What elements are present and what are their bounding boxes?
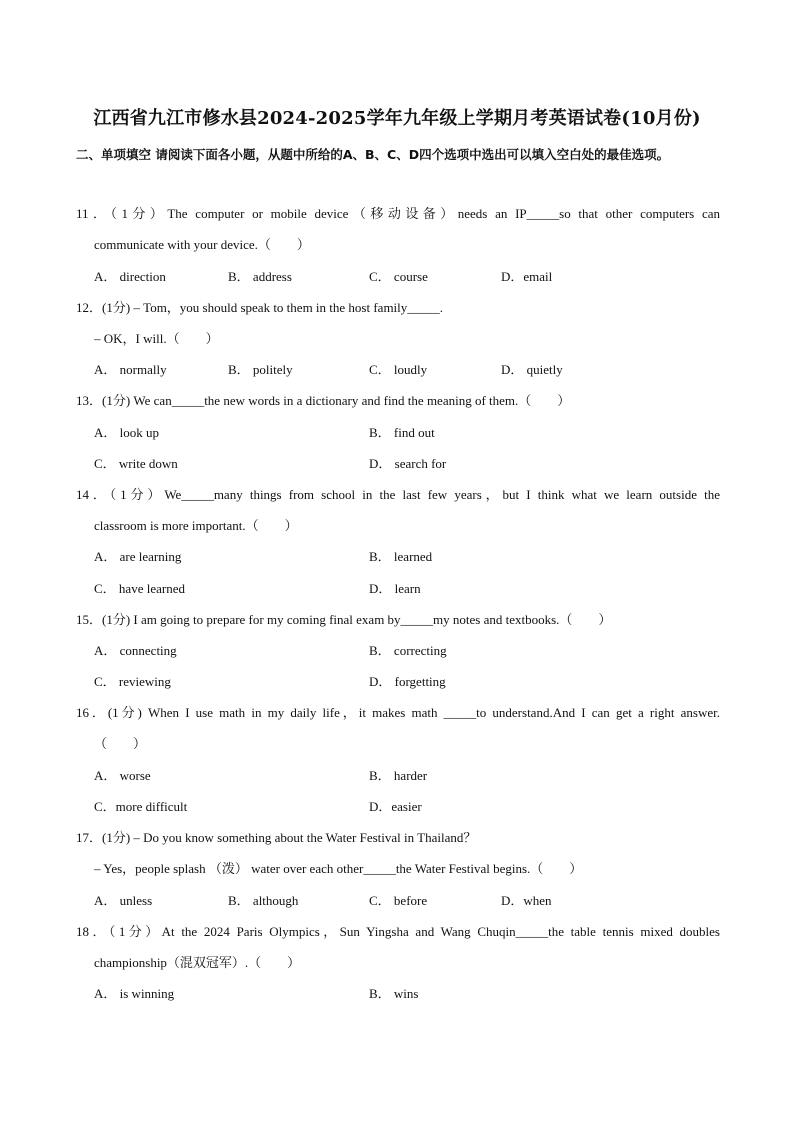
question-12-option-d: D． quietly (501, 362, 563, 377)
question-17-option-c: C． before (369, 893, 428, 908)
question-11-option-a: A． direction (94, 269, 166, 284)
question-16-option-c: C．more difficult (94, 799, 188, 814)
question-13-option-c: C． write down (94, 456, 178, 471)
question-17-stem-cont: – Yes，people splash （泼） water over each other_____the Water Festival begins.（ ） (94, 861, 583, 876)
question-14-option-a: A． are learning (94, 549, 182, 564)
question-11-option-c: C． course (369, 269, 428, 284)
question-16-stem-cont: （ ） (94, 736, 147, 751)
question-13-option-b: B． find out (369, 425, 435, 440)
question-18-stem-cont: championship（混双冠军）.（ ） (94, 955, 301, 970)
question-17-option-a: A． unless (94, 893, 153, 908)
question-11-stem: 11．（1分）The computer or mobile device（移动设备）needs an IP_____so that other computers can (76, 206, 720, 221)
question-17-option-d: D．when (501, 893, 552, 908)
question-16-option-b: B． harder (369, 768, 428, 783)
question-12-stem-cont: – OK，I will.（ ） (94, 331, 219, 346)
exam-title: 江西省九江市修水县2024-2025学年九年级上学期月考英语试卷(10月份) (93, 108, 701, 129)
question-14-option-d: D． learn (369, 581, 421, 596)
question-12-option-c: C． loudly (369, 362, 428, 377)
question-17-option-b: B． although (228, 893, 299, 908)
question-14-option-b: B． learned (369, 549, 433, 564)
question-11-option-d: D．email (501, 269, 553, 284)
question-14-stem: 14．（1分）We_____many things from school in the last few years，but I think what we learn outside the (76, 487, 720, 502)
question-11-option-b: B． address (228, 269, 292, 284)
question-11-stem-cont: communicate with your device.（ ） (94, 237, 310, 252)
question-18-option-b: B． wins (369, 986, 419, 1001)
question-18-option-a: A． is winning (94, 986, 175, 1001)
question-14-stem-cont: classroom is more important.（ ） (94, 518, 298, 533)
question-16-option-d: D．easier (369, 799, 422, 814)
question-13-option-a: A． look up (94, 425, 160, 440)
question-12-stem: 12．(1分) – Tom，you should speak to them in the host family_____. (76, 300, 444, 315)
question-13-option-d: D． search for (369, 456, 447, 471)
question-12-option-b: B． politely (228, 362, 293, 377)
question-18-stem: 18．（1分）At the 2024 Paris Olympics，Sun Yingsha and Wang Chuqin_____the table tennis mixed doubles (76, 924, 720, 939)
question-17-stem: 17．(1分) – Do you know something about the Water Festival in Thailand？ (76, 830, 477, 845)
question-15-option-d: D． forgetting (369, 674, 446, 689)
question-13-stem: 13．(1分) We can_____the new words in a dictionary and find the meaning of them.（ ） (76, 393, 571, 408)
question-15-stem: 15．(1分) I am going to prepare for my coming final exam by_____my notes and textbooks.（ ） (76, 612, 612, 627)
question-15-option-c: C． reviewing (94, 674, 171, 689)
question-14-option-c: C． have learned (94, 581, 185, 596)
question-15-option-b: B． correcting (369, 643, 447, 658)
section-heading: 二、单项填空 请阅读下面各小题，从题中所给的A、B、C、D四个选项中选出可以填入空白处的最佳选项。 (76, 147, 670, 162)
question-16-option-a: A． worse (94, 768, 151, 783)
question-12-option-a: A． normally (94, 362, 167, 377)
question-15-option-a: A． connecting (94, 643, 177, 658)
question-16-stem: 16．(1分) When I use math in my daily life，it makes math _____to understand.And I can get a right answer. (76, 705, 720, 720)
